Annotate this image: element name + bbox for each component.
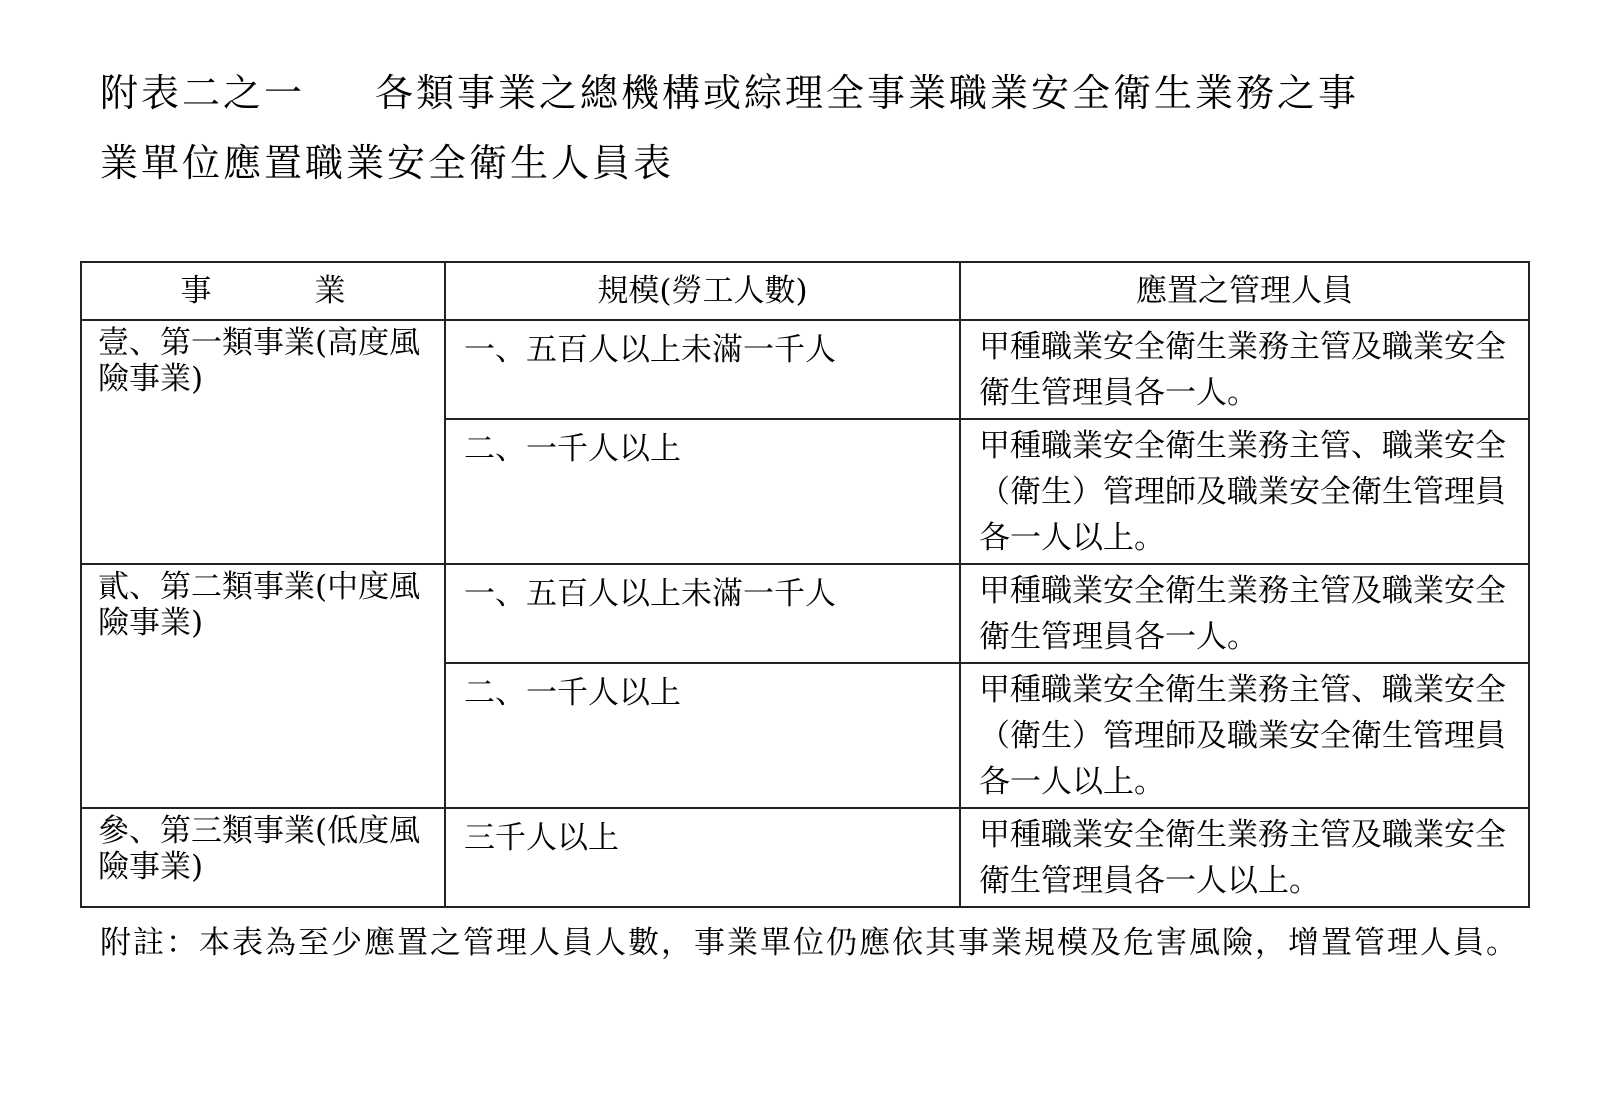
table-row: [81, 320, 1529, 419]
header-staff: 應置之管理人員: [960, 262, 1529, 320]
business-category-1: 壹、第一類事業(高度風險事業): [81, 320, 445, 564]
table-row: [81, 808, 1529, 907]
staffing-table: [80, 261, 1530, 908]
table-header-row: [81, 262, 1529, 320]
scale-cell: 二、一千人以上: [445, 663, 960, 808]
title-prefix: 附表二之一: [100, 71, 306, 115]
scale-cell: 一、五百人以上未滿一千人: [445, 320, 960, 419]
title-text-line-2: 業單位應置職業安全衛生人員表: [100, 141, 675, 185]
staff-cell: 甲種職業安全衛生業務主管及職業安全衛生管理員各一人以上。: [960, 808, 1529, 907]
staff-cell: 甲種職業安全衛生業務主管、職業安全（衛生）管理師及職業安全衛生管理員各一人以上。: [960, 419, 1529, 564]
title-text-line-1: 各類事業之總機構或綜理全事業職業安全衛生業務之事: [375, 71, 1360, 115]
scale-cell: 三千人以上: [445, 808, 960, 907]
scale-cell: 一、五百人以上未滿一千人: [445, 564, 960, 663]
title-line-1: [100, 58, 1520, 128]
header-scale: 規模(勞工人數): [445, 262, 960, 320]
scale-cell: 二、一千人以上: [445, 419, 960, 564]
business-category-3: 參、第三類事業(低度風險事業): [81, 808, 445, 907]
document-title: [100, 58, 1520, 198]
business-category-2: 貳、第二類事業(中度風險事業): [81, 564, 445, 808]
header-business: 事 業: [81, 262, 445, 320]
staff-cell: 甲種職業安全衛生業務主管、職業安全（衛生）管理師及職業安全衛生管理員各一人以上。: [960, 663, 1529, 808]
footnote: 附註：本表為至少應置之管理人員人數，事業單位仍應依其事業規模及危害風險，增置管理人員。: [100, 925, 1519, 961]
staff-cell: 甲種職業安全衛生業務主管及職業安全衛生管理員各一人。: [960, 320, 1529, 419]
staff-cell: 甲種職業安全衛生業務主管及職業安全衛生管理員各一人。: [960, 564, 1529, 663]
table-row: [81, 564, 1529, 663]
